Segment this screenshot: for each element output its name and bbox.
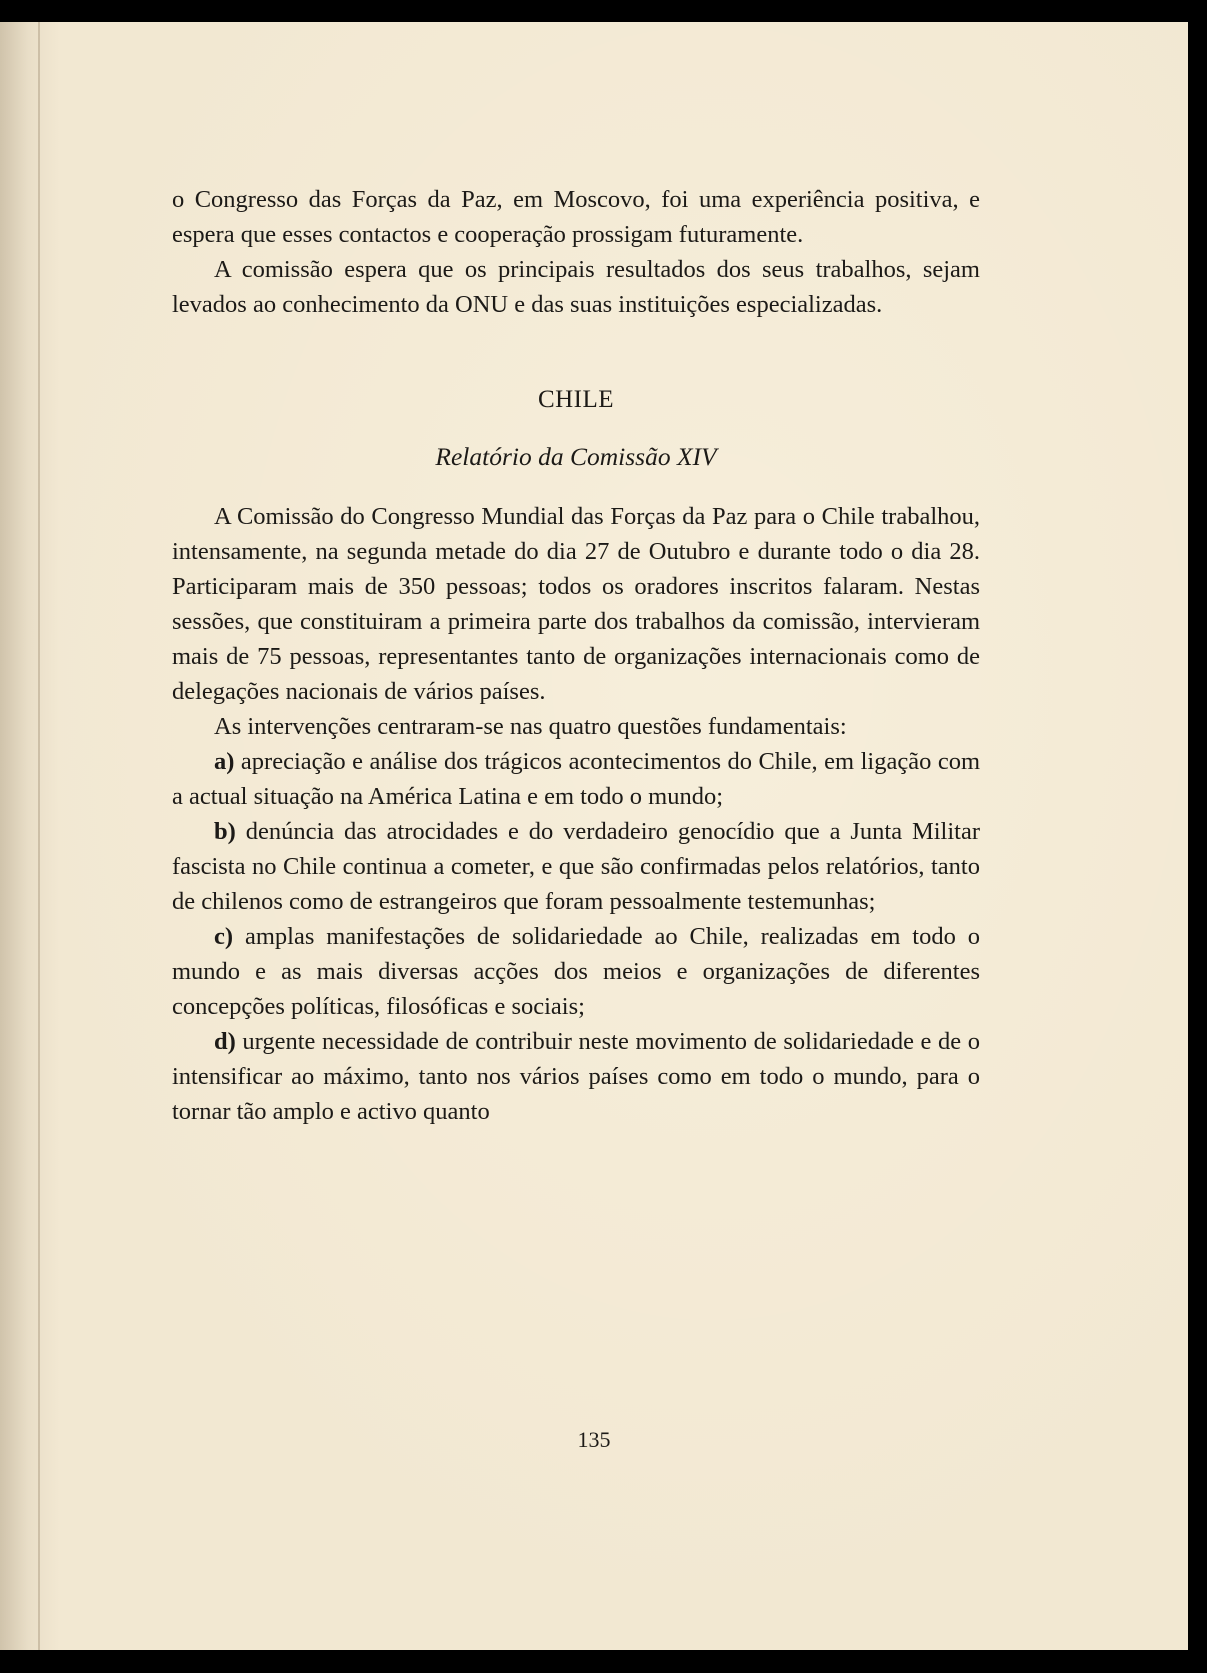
list-item-text: apreciação e análise dos trágicos acontecimentos do Chile, em ligação com a actual situação na América Latina e em todo o mundo; xyxy=(172,748,980,810)
page-text-block xyxy=(172,182,980,1129)
body-paragraph-1: A Comissão do Congresso Mundial das Forças da Paz para o Chile trabalhou, intensamente, na segunda metade do dia 27 de Outubro e durante todo o dia 28. Participaram mais de 350 pessoas; todos os oradores inscritos falaram. Nestas sessões, que constituiram a primeira parte dos trabalhos da comissão, intervieram mais de 75 pessoas, representantes tanto de organizações internacionais como de delegações nacionais de vários países. xyxy=(172,503,980,705)
list-item-letter: c) xyxy=(214,923,234,950)
list-item-text: denúncia das atrocidades e do verdadeiro genocídio que a Junta Militar fascista no Chile continua a cometer, e que são confirmadas pelos relatórios, tanto de chilenos como de estrangeiros que foram pessoalmente testemunhas; xyxy=(172,818,981,915)
list-item-text: amplas manifestações de solidariedade ao Chile, realizadas em todo o mundo e as mais diversas acções dos meios e organizações de diferentes concepções políticas, filosóficas e sociais; xyxy=(172,923,980,1020)
section-title: CHILE xyxy=(537,386,615,413)
list-item-letter: d) xyxy=(214,1028,236,1055)
page-gutter-shadow xyxy=(38,22,40,1650)
intro-paragraph-2: A comissão espera que os principais resultados dos seus trabalhos, sejam levados ao conhecimento da ONU e das suas instituições especializadas. xyxy=(172,256,980,318)
intro-paragraph-1: o Congresso das Forças da Paz, em Moscovo, foi uma experiência positiva, e espera que esses contactos e cooperação prossigam futuramente. xyxy=(172,186,980,248)
list-item-b xyxy=(172,814,980,919)
list-item-d xyxy=(172,1024,980,1129)
list-item-a xyxy=(172,744,980,814)
book-page xyxy=(0,22,1188,1650)
body-paragraph-2: As intervenções centraram-se nas quatro questões fundamentais: xyxy=(214,713,847,740)
section-subtitle: Relatório da Comissão XIV xyxy=(435,442,717,471)
page-number: 135 xyxy=(577,1427,611,1452)
list-item-c xyxy=(172,919,980,1024)
list-item-text: urgente necessidade de contribuir neste movimento de solidariedade e de o intensificar ao máximo, tanto nos vários países como em todo o mundo, para o tornar tão amplo e activo quanto xyxy=(172,1028,980,1125)
list-item-letter: b) xyxy=(214,818,236,845)
list-item-letter: a) xyxy=(214,748,235,775)
